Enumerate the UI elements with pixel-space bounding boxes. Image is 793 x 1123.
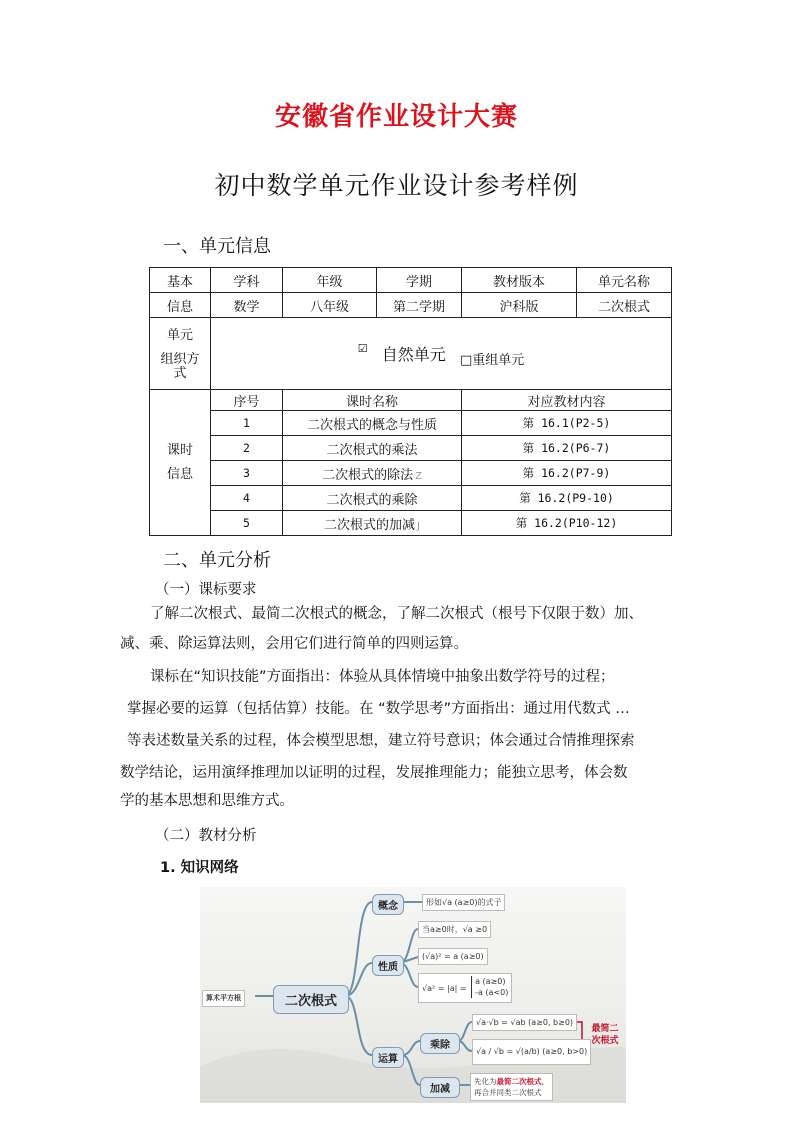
node-property: 性质 <box>372 955 404 976</box>
paragraph-line: 掌握必要的运算（包括估算）技能。在 “数学思考”方面指出：通过用代数式 … <box>127 701 630 717</box>
lesson-no: 2 <box>211 436 283 461</box>
lesson-name: 二次根式的加减 <box>324 517 416 533</box>
col-header-unit-name: 单元名称 <box>577 268 672 293</box>
addsub-text-a: 先化为 <box>474 1077 497 1086</box>
basic-info-label-2: 信息 <box>150 293 211 318</box>
org-label-line-2: 组织方 <box>160 352 200 367</box>
lesson-name-cell <box>283 461 462 486</box>
section-heading-unit-analysis: 二、单元分析 <box>163 550 271 571</box>
lesson-info-label <box>150 390 211 536</box>
node-arithmetic-sqrt: 算术平方根 <box>202 990 245 1007</box>
property-3 <box>418 973 512 1003</box>
value-subject: 数学 <box>211 293 283 318</box>
value-unit-name: 二次根式 <box>577 293 672 318</box>
value-edition: 沪科版 <box>462 293 577 318</box>
lesson-header-no: 序号 <box>211 390 283 411</box>
paragraph-line: 等表述数量关系的过程，体会模型思想，建立符号意识；体会通过合情推理探索 <box>127 733 635 749</box>
lesson-name: 二次根式的乘除 <box>283 486 462 511</box>
lesson-content: 第 16.2(P6-7) <box>462 436 672 461</box>
subheading-curriculum: （一）课标要求 <box>155 582 257 598</box>
org-label-line-3: 式 <box>173 366 187 381</box>
contest-title: 安徽省作业设计大赛 <box>274 102 518 132</box>
col-header-subject: 学科 <box>211 268 283 293</box>
natural-unit-checkbox[interactable]: ☑ <box>357 342 368 355</box>
col-header-edition: 教材版本 <box>462 268 577 293</box>
knowledge-mindmap <box>200 887 626 1103</box>
lesson-content: 第 16.2(P10-12) <box>462 511 672 536</box>
lesson-content: 第 16.2(P9-10) <box>462 486 672 511</box>
lesson-no: 1 <box>211 411 283 436</box>
stray-mark: Z <box>415 470 422 482</box>
property-3-left: √a² = |a| = <box>422 984 467 993</box>
paragraph-line: 数学结论，运用演绎推理加以证明的过程，发展推理能力；能独立思考，体会数 <box>120 765 628 781</box>
stray-mark: J <box>417 520 420 532</box>
lesson-content: 第 16.1(P2-5) <box>462 411 672 436</box>
subheading-knowledge-network: 1. 知识网络 <box>160 860 239 876</box>
org-value <box>211 318 672 390</box>
concept-text: 形如√a (a≥0)的式子 <box>422 894 505 911</box>
lesson-no: 5 <box>211 511 283 536</box>
node-concept: 概念 <box>372 894 404 915</box>
addsub-rule-line-1 <box>474 1076 549 1087</box>
property-3-case-2: -a (a<0) <box>475 988 509 997</box>
simplest-label <box>586 1023 624 1047</box>
lesson-label-line-2: 信息 <box>166 466 193 482</box>
unit-info-table <box>149 267 672 536</box>
addsub-rule-line-2: 再合并同类二次根式 <box>474 1088 542 1097</box>
col-header-grade: 年级 <box>283 268 377 293</box>
mul-rule: √a·√b = √ab (a≥0, b≥0) <box>472 1014 577 1031</box>
lesson-name-cell <box>283 511 462 536</box>
lesson-no: 3 <box>211 461 283 486</box>
lesson-name: 二次根式的除法 <box>322 467 414 483</box>
basic-info-label-1: 基本 <box>150 268 211 293</box>
lesson-name: 二次根式的概念与性质 <box>283 411 462 436</box>
page-title: 初中数学单元作业设计参考样例 <box>214 171 579 200</box>
property-2: (√a)² = a (a≥0) <box>418 948 488 965</box>
simplest-label-1: 最简二 <box>591 1024 619 1034</box>
node-muldiv: 乘除 <box>420 1033 460 1054</box>
value-term: 第二学期 <box>377 293 462 318</box>
lesson-no: 4 <box>211 486 283 511</box>
property-3-cases <box>471 976 508 998</box>
lesson-name: 二次根式的乘法 <box>283 436 462 461</box>
regroup-unit-label[interactable]: □重组单元 <box>459 353 525 368</box>
property-1: 当a≥0时，√a ≥0 <box>418 921 491 938</box>
node-addsub: 加减 <box>420 1077 460 1098</box>
simplest-label-2: 次根式 <box>591 1036 619 1046</box>
subheading-textbook: （二）教材分析 <box>155 828 257 844</box>
section-heading-unit-info: 一、单元信息 <box>163 236 271 257</box>
node-root: 二次根式 <box>273 985 349 1014</box>
org-label-line-1: 单元 <box>166 328 193 343</box>
lesson-label-line-1: 课时 <box>166 442 193 458</box>
col-header-term: 学期 <box>377 268 462 293</box>
natural-unit-label: 自然单元 <box>381 345 446 364</box>
addsub-text-b: 最简二次根式 <box>496 1077 542 1086</box>
lesson-header-name: 课时名称 <box>283 390 462 411</box>
mindmap-branches <box>200 887 626 1103</box>
paragraph-line: 学的基本思想和思维方式。 <box>120 793 294 809</box>
value-grade: 八年级 <box>283 293 377 318</box>
org-label <box>150 318 211 390</box>
div-rule: √a / √b = √(a/b) (a≥0, b>0) <box>472 1039 591 1065</box>
addsub-text-c: ， <box>541 1077 549 1086</box>
property-3-case-1: a (a≥0) <box>475 977 506 986</box>
lesson-content: 第 16.2(P7-9) <box>462 461 672 486</box>
lesson-header-content: 对应教材内容 <box>462 390 672 411</box>
paragraph-line: 减、乘、除运算法则，会用它们进行简单的四则运算。 <box>120 636 468 652</box>
paragraph-line: 了解二次根式、最简二次根式的概念，了解二次根式（根号下仅限于数）加、 <box>150 606 643 622</box>
addsub-rule <box>470 1073 553 1101</box>
node-operation: 运算 <box>372 1047 404 1068</box>
paragraph-line: 课标在“知识技能”方面指出：体验从具体情境中抽象出数学符号的过程； <box>150 669 615 685</box>
